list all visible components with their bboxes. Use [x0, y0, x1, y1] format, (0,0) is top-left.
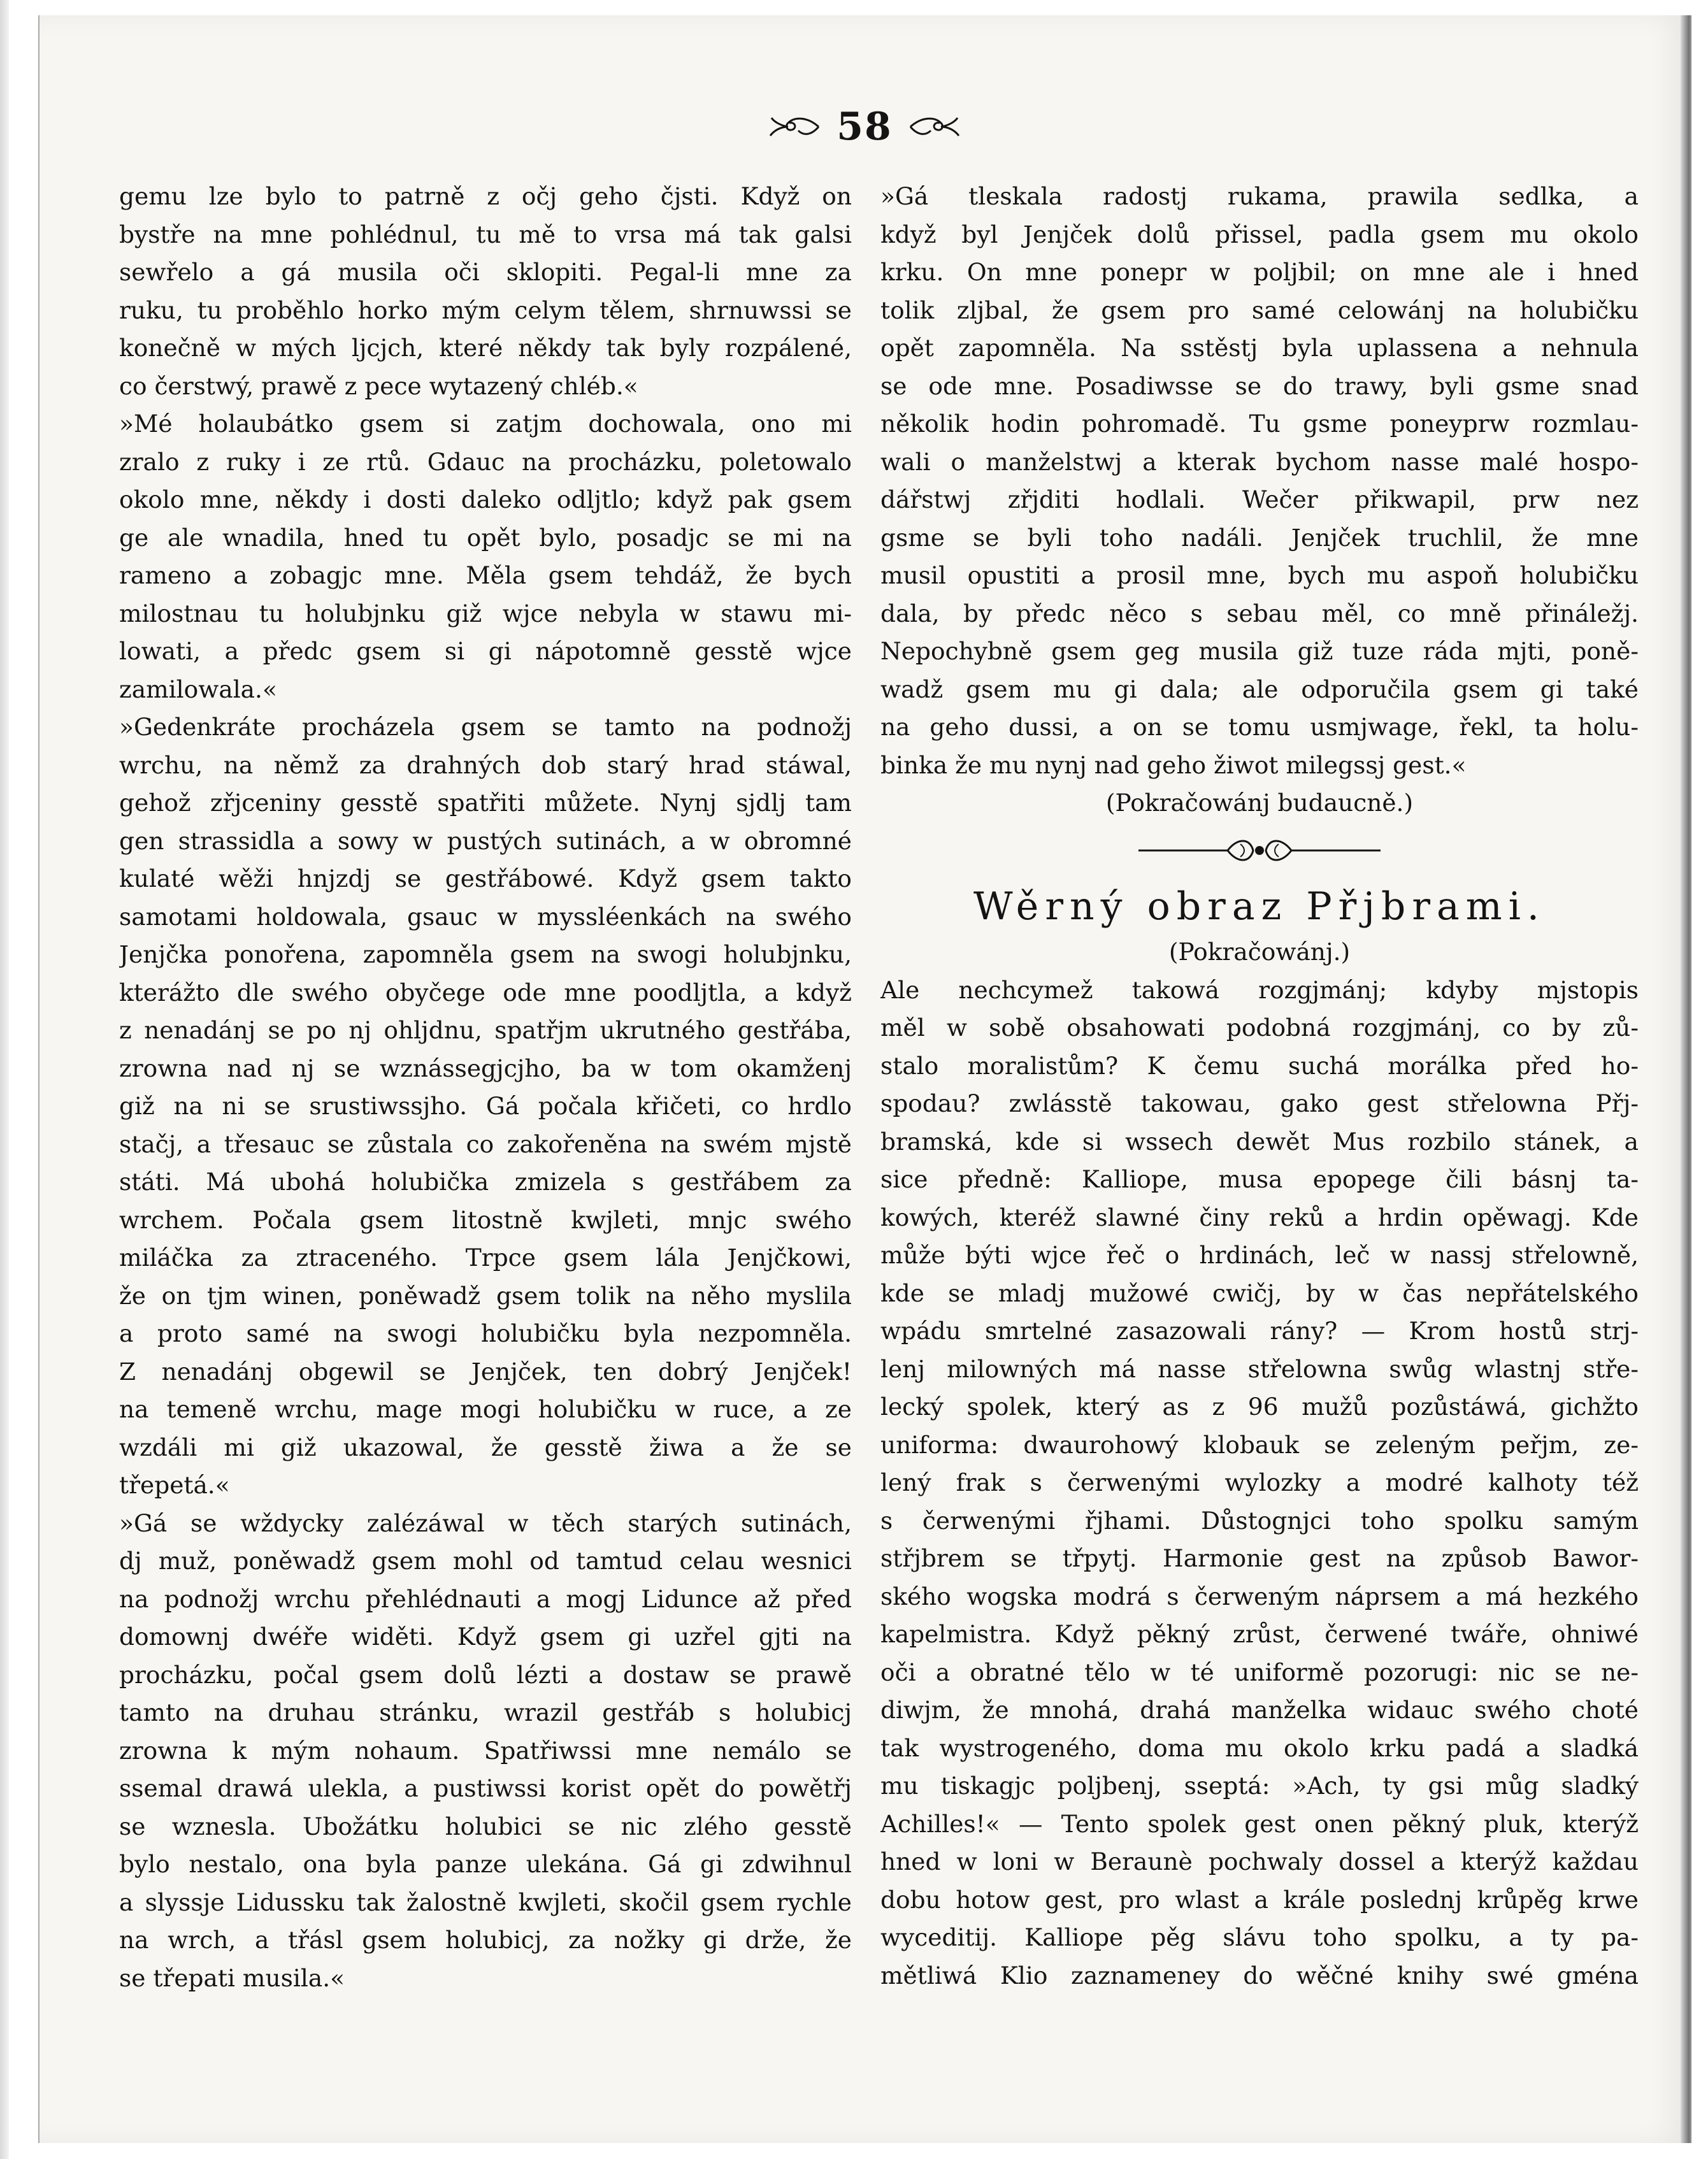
- text-line: Ale nechcymež takowá rozgjmánj; kdyby mjstopis: [880, 975, 1639, 1004]
- text-line: měl w sobě obsahowati podobná rozgjmánj, co by zů-: [880, 1014, 1639, 1042]
- text-line: tamto na druhau stránku, wrazil gestřáb s holubicj: [119, 1698, 852, 1726]
- page-number: 58: [836, 104, 893, 149]
- text-line: když byl Jenjček dolů přissel, padla gsem mu okolo: [880, 220, 1639, 248]
- text-line: ruku, tu proběhlo horko mým celym tělem, shrnuwssi se: [119, 296, 852, 324]
- text-line: ského wogska modrá s čerweným náprsem a má hezkého: [880, 1582, 1639, 1610]
- text-line: na podnožj wrchu přehlédnauti a mogj Lidunce až před: [119, 1584, 852, 1613]
- text-line: samotami holdowala, gsauc w myssléenkách na swého: [119, 902, 852, 931]
- text-line: Achilles!« — Tento spolek gest onen pěkný pluk, kterýž: [880, 1809, 1639, 1838]
- page-header: [39, 101, 1690, 152]
- section-title: Wěrný obraz Přjbrami.: [973, 884, 1546, 929]
- text-line: diwjm, že mnohá, drahá manželka widauc swého choté: [880, 1696, 1639, 1724]
- text-line: gsme se byli toho nadáli. Jenjček truchlil, že mne: [880, 523, 1639, 552]
- text-line: sice předně: Kalliope, musa epopege čili básnj ta-: [880, 1165, 1639, 1193]
- text-line: procházku, počal gsem dolů lézti a dostaw se prawě: [119, 1660, 852, 1689]
- text-line: wyceditij. Kalliope pěg slávu toho spolku, a ty pa-: [880, 1923, 1639, 1951]
- text-line: zrowna nad nj se wznássegjcjho, ba w tom okamženj: [119, 1054, 852, 1082]
- text-line: wrchu, na němž za drahných dob starý hrad stáwal,: [119, 750, 852, 779]
- text-line: wali o manželstwj a kterak bychom nasse malé hospo-: [880, 447, 1639, 476]
- text-line: sewřelo a gá musila oči sklopiti. Pegal-li mne za: [119, 258, 852, 286]
- text-line: dj muž, poněwadž gsem mohl od tamtud celau wesnici: [119, 1547, 852, 1575]
- text-line: rameno a zobagjc mne. Měla gsem tehdáž, že bych: [119, 561, 852, 589]
- text-line: lený frak s čerwenými wylozky a modré kalhoty též: [880, 1468, 1639, 1496]
- text-line: »Gá se wždycky zalézáwal w těch starých sutinách,: [119, 1509, 852, 1537]
- text-line: se ode mne. Posadiwsse se do trawy, byli gsme snad: [880, 371, 1639, 400]
- text-line: zamilowala.«: [119, 675, 277, 703]
- text-line: uniforma: dwaurohowý klobauk se zeleným peřjm, ze-: [880, 1430, 1639, 1459]
- text-line: ssemal drawá ulekla, a pustiwssi korist opět do powětřj: [119, 1774, 852, 1802]
- text-line: bystře na mne pohlédnul, tu mě to vrsa má tak galsi: [119, 220, 852, 248]
- section-subtitle: (Pokračowánj.): [1168, 937, 1351, 966]
- text-line: několik hodin pohromadě. Tu gsme poneyprw rozmlau-: [880, 410, 1639, 438]
- text-line: »Mé holaubátko gsem si zatjm dochowala, ono mi: [119, 410, 852, 438]
- text-line: s čerwenými řjhami. Důstognjci toho spolku samým: [880, 1506, 1639, 1535]
- text-line: se wznesla. Ubožátku holubici se nic zlého gesstě: [119, 1812, 852, 1840]
- text-line: a proto samé na swogi holubičku byla nezpomněla.: [119, 1319, 852, 1347]
- text-line: milostnau tu holubjnku giž wjce nebyla w stawu mi-: [119, 599, 852, 628]
- text-line: wadž gsem mu gi dala; ale odporučila gsem gi také: [880, 675, 1639, 703]
- text-line: mu tiskagjc poljbenj, sseptá: »Ach, ty gsi můg sladký: [880, 1772, 1639, 1800]
- text-line: domownj dwéře widěti. Když gsem gi uzřel gjti na: [119, 1623, 852, 1651]
- text-line: miláčka za ztraceného. Trpce gsem lála Jenjčkowi,: [119, 1244, 852, 1272]
- text-line: opět zapomněla. Na sstěstj byla uplassena a nehnula: [880, 334, 1639, 362]
- text-line: bramská, kde si wssech dewět Mus rozbilo stánek, a: [880, 1127, 1639, 1156]
- text-line: spodau? zwlásstě takowau, gako gest střelownа Přj-: [880, 1089, 1639, 1117]
- text-line: lenj milowných má nasse střelowna swůg wlastnj stře-: [880, 1354, 1639, 1383]
- fleuron-left-icon: [769, 114, 820, 140]
- text-line: dobu hotow gest, pro wlast a krále poslednj krůpěg krwe: [880, 1885, 1639, 1914]
- story-conclusion: [880, 178, 1639, 784]
- text-line: zralo z ruky i ze rtů. Gdauc na procházku, poletowalo: [119, 447, 852, 476]
- text-line: lowati, a předc gsem si gi nápotomně gesstě wjce: [119, 637, 852, 665]
- scan-edge: [0, 0, 9, 2159]
- text-line: oči a obratné tělo w té uniformě pozorugi: nic se ne-: [880, 1658, 1639, 1686]
- divider-ornament-icon: [1132, 831, 1387, 870]
- text-line: třepetá.«: [119, 1471, 230, 1499]
- section-body: [880, 972, 1639, 1995]
- text-line: giž na ni se srustiwssjho. Gá počala křičeti, co hrdlo: [119, 1092, 852, 1120]
- text-line: že on tjm winen, poněwadž gsem tolik na něho myslila: [119, 1281, 852, 1310]
- text-line: na geho dussi, a on se tomu usmjwage, řekl, ta holu-: [880, 713, 1639, 741]
- text-line: tolik zljbal, že gsem pro samé celowánj na holubičku: [880, 296, 1639, 324]
- text-line: wpádu smrtelné zasazowali rány? — Krom hostů strj-: [880, 1317, 1639, 1345]
- text-line: z nenadánj se po nj ohljdnu, spatřjm ukrutného gestřába,: [119, 1016, 852, 1044]
- text-line: wzdáli mi giž ukazowal, že gesstě žiwa a že se: [119, 1433, 852, 1461]
- continued-note: (Pokračowánj budaucně.): [1105, 789, 1414, 817]
- text-line: kowých, kteréž slawné činy reků a hrdin opěwagj. Kde: [880, 1203, 1639, 1231]
- fleuron-right-icon: [909, 114, 960, 140]
- book-page: [38, 15, 1691, 2143]
- text-line: Z nenadánj obgewil se Jenjček, ten dobrý Jenjček!: [119, 1357, 852, 1386]
- text-line: konečně w mých ljcjch, které někdy tak byly rozpálené,: [119, 334, 852, 362]
- text-line: zrowna k mým nohaum. Spatřiwssi mne nemálo se: [119, 1736, 852, 1765]
- text-line: Jenjčka ponořena, zapomněla gsem na swogi holubjnku,: [119, 940, 852, 968]
- text-line: mětliwá Klio zaznamenеy do wěčné knihy swé gména: [880, 1961, 1639, 1990]
- text-line: hned w loni w Beraunè pochwaly dossel a kterýž každau: [880, 1847, 1639, 1876]
- page-edge-shadow: [1681, 15, 1690, 2143]
- text-line: kde se mladj mužowé cwičj, by w čas nepřátelského: [880, 1279, 1639, 1307]
- text-line: kapelmistra. Když pěkný zrůst, čerwené twáře, ohniwé: [880, 1620, 1639, 1648]
- text-line: může býti wjce řeč o hrdinách, leč w nassj střelowně,: [880, 1241, 1639, 1269]
- text-line: dala, by předc něco s sebau měl, co mně přináležj.: [880, 599, 1639, 628]
- text-line: kterážto dle swého obyčege ode mne poodljtla, a když: [119, 978, 852, 1007]
- text-line: gehož zřjceniny gesstě spatřiti můžete. Nynj sjdlj tam: [119, 789, 852, 817]
- text-line: stalo moralistům? K čemu suchá morálka před ho-: [880, 1051, 1639, 1080]
- text-line: ge ale wnadila, hned tu opět bylo, posadjc se mi na: [119, 523, 852, 552]
- section-divider: [880, 825, 1639, 876]
- text-line: »Gedenkráte procházela gsem se tamto na podnožj: [119, 713, 852, 741]
- text-line: bylo nestalo, ona byla panze ulekána. Gá gi zdwihnul: [119, 1850, 852, 1878]
- text-line: státi. Má ubohá holubička zmizela s gestřábem za: [119, 1168, 852, 1196]
- text-line: tak wystrogeného, doma mu okolo krku padá a sladká: [880, 1733, 1639, 1762]
- text-line: stačj, a třesauc se zůstala co zakořeněna na swém mjstě: [119, 1130, 852, 1158]
- text-line: krku. On mne ponepr w poljbil; on mne ale i hned: [880, 258, 1639, 286]
- text-line: se třepati musila.«: [119, 1963, 345, 1992]
- text-line: lecký spolek, který as z 96 mužů pozůstáwá, gichžto: [880, 1393, 1639, 1421]
- text-line: na temeně wrchu, mage mogi holubičku w ruce, a ze: [119, 1395, 852, 1423]
- text-line: gemu lze bylo to patrně z očj geho čjsti. Když on: [119, 182, 852, 210]
- text-line: »Gá tleskala radostj rukama, prawila sedlka, a: [880, 182, 1639, 210]
- text-line: binka že mu nynj nad geho žiwot milegssj gest.«: [880, 750, 1467, 779]
- text-line: musil opustiti a prosil mne, bych mu aspoň holubičku: [880, 561, 1639, 589]
- text-line: Nepochybně gsem geg musila giž tuze ráda mjti, poně-: [880, 637, 1639, 665]
- text-line: okolo mne, někdy i dosti daleko odljtlo; když pak gsem: [119, 485, 852, 513]
- text-line: co čerstwý, prawě z pece wytazený chléb.«: [119, 371, 638, 400]
- text-line: na wrch, a třásl gsem holubicj, za nožky gi drže, že: [119, 1926, 852, 1954]
- text-line: gen strassidla a sowy w pustých sutinách, a w obromné: [119, 826, 852, 855]
- text-line: kulaté wěži hnjzdj se gestřábowé. Když gsem takto: [119, 864, 852, 893]
- text-line: a slyssje Lidussku tak žalostně kwjleti, skočil gsem rychle: [119, 1888, 852, 1916]
- text-line: wrchem. Počala gsem litostně kwjleti, mnjc swého: [119, 1205, 852, 1234]
- text-line: střjbrem se třpytj. Harmonie gest na způsob Bawor-: [880, 1544, 1639, 1572]
- text-line: dářstwj zřjditi hodlali. Wečer přikwapil, prw nez: [880, 485, 1639, 513]
- right-text-column: [880, 178, 1639, 1995]
- left-text-column: [119, 178, 852, 1997]
